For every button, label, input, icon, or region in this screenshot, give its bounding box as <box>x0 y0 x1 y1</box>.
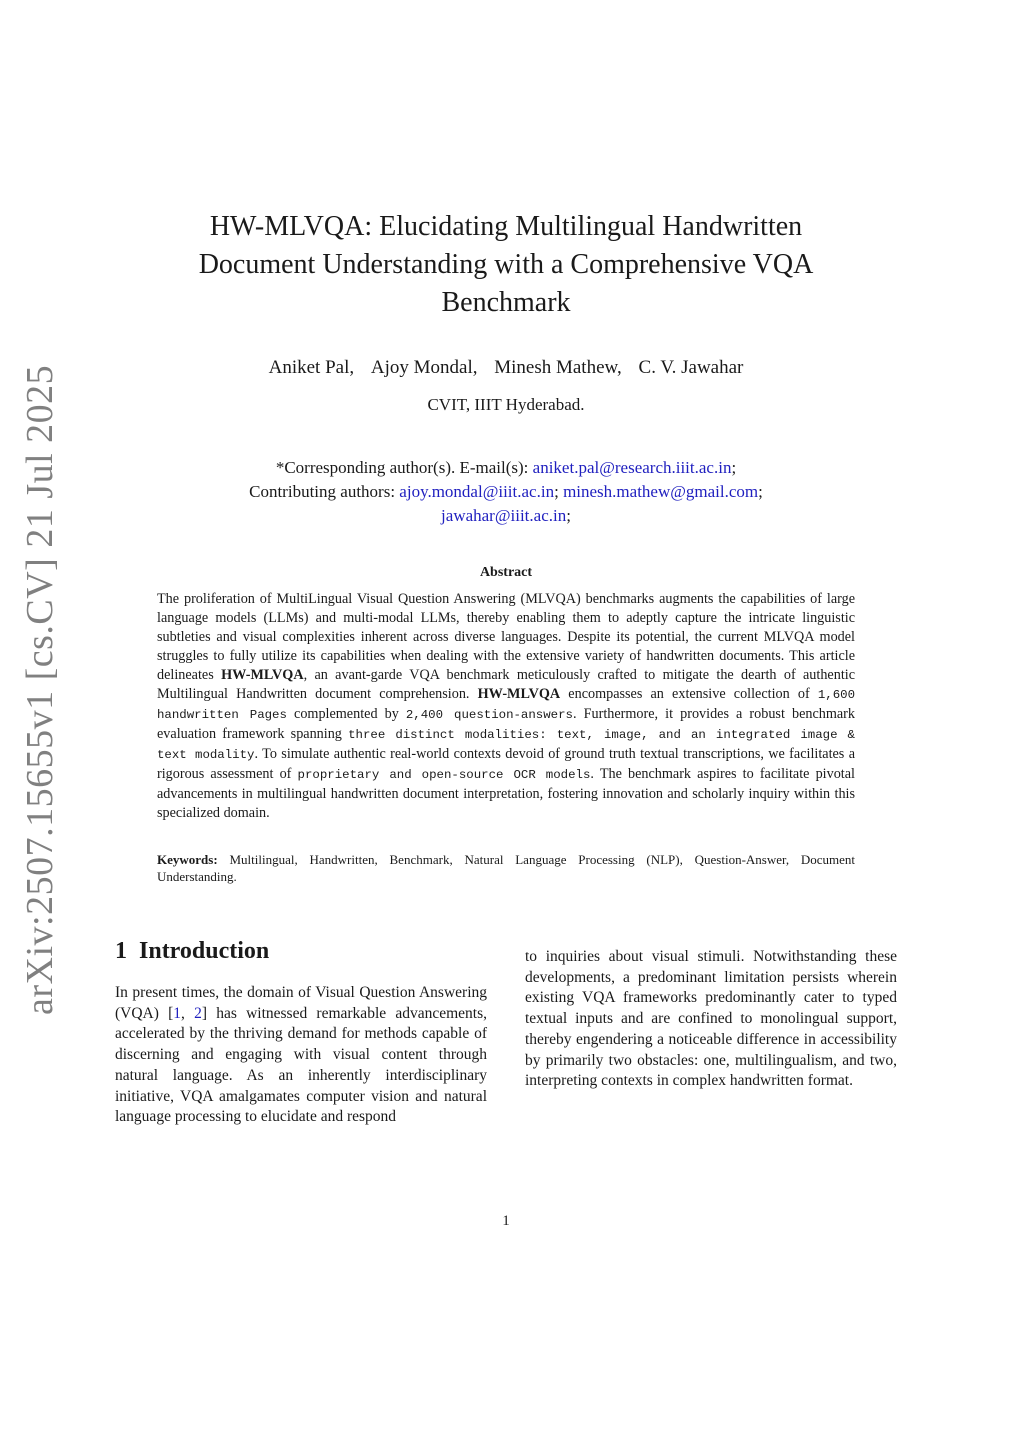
author-name: C. V. Jawahar <box>638 357 744 378</box>
corresponding-author-line <box>140 456 872 480</box>
abstract-heading: Abstract <box>479 565 533 580</box>
email-separator: ; <box>758 482 763 501</box>
author-name: Minesh Mathew, <box>494 357 622 378</box>
email-separator: ; <box>554 482 559 501</box>
citation-link[interactable]: 1 <box>173 1004 182 1022</box>
author-list <box>150 355 862 381</box>
affiliation: CVIT, IIIT Hyderabad. <box>427 395 585 414</box>
author-name: Ajoy Mondal, <box>370 357 478 378</box>
keywords <box>157 851 855 885</box>
body-column-left <box>115 983 487 1128</box>
contributing-label: Contributing authors: <box>249 482 396 501</box>
body-text: ] has witnessed remarkable advancements, accelerated by the thriving demand for methods capable of discerning and engaging with visual content through natural language. As an inherently interdisciplinary initiative, VQA amalgamates computer vision and natural language processing to elucidate and respond <box>115 1004 487 1126</box>
body-column-right: to inquiries about visual stimuli. Notwithstanding these developments, a predominant limitation persists wherein existing VQA frameworks predominantly cater to typed textual inputs and are confined to monolingual support, thereby engendering a noticeable difference in accessibility by primarily two obstacles: one, multilingualism, and two, interpreting contexts in complex handwritten format. <box>525 948 897 1090</box>
contributing-authors-line-2 <box>140 504 872 528</box>
keywords-text: Multilingual, Handwritten, Benchmark, Natural Language Processing (NLP), Question-Answer, Document Understanding. <box>157 852 855 884</box>
contributing-authors-line <box>140 480 872 504</box>
arxiv-identifier-stamp: arXiv:2507.15655v1 [cs.CV] 21 Jul 2025 <box>19 364 61 1015</box>
contributor-email-link[interactable]: ajoy.mondal@iiit.ac.in <box>399 482 555 501</box>
corresponding-label: *Corresponding author(s). E-mail(s): <box>275 458 529 477</box>
paper-title: HW-MLVQA: Elucidating Multilingual Handwritten Document Understanding with a Comprehensive VQA Benchmark <box>198 211 814 318</box>
author-contacts <box>140 456 872 528</box>
abstract-body <box>157 590 855 823</box>
abstract-highlight: 1,600 handwritten Pages <box>157 688 856 722</box>
benchmark-name: HW-MLVQA <box>221 667 304 683</box>
abstract-text: . The benchmark aspires to facilitate pivotal advancements in multilingual handwritten document interpretation, fostering innovation and scholarly inquiry within this specialized domain. <box>157 766 855 821</box>
body-text: In present times, the domain of Visual Question Answering (VQA) [ <box>115 984 487 1022</box>
author-name: Aniket Pal, <box>268 357 355 378</box>
corresponding-email-link[interactable]: aniket.pal@research.iiit.ac.in <box>532 458 732 477</box>
abstract-text: . Furthermore, it provides a robust benchmark evaluation framework spanning <box>157 706 855 742</box>
abstract-text: complemented by <box>294 706 399 722</box>
abstract-highlight: 2,400 question-answers <box>405 708 573 722</box>
citation-link[interactable]: 2 <box>194 1004 202 1022</box>
contributor-email-link[interactable]: minesh.mathew@gmail.com <box>563 482 759 501</box>
section-title: Introduction <box>139 938 270 964</box>
abstract-text: encompasses an extensive collection of <box>568 686 810 702</box>
contributor-email-link[interactable]: jawahar@iiit.ac.in <box>441 506 567 525</box>
page-number: 1 <box>502 1213 510 1229</box>
abstract-highlight: three distinct modalities: text, image, and an integrated image & text modality <box>157 728 855 762</box>
citation-separator: , <box>181 1004 195 1022</box>
benchmark-name: HW-MLVQA <box>477 686 561 702</box>
abstract-text: . To simulate authentic real-world contexts devoid of ground truth textual transcriptions, we facilitates a rigorous assessment of <box>157 746 855 782</box>
abstract-highlight: proprietary and open-source OCR models <box>297 768 591 782</box>
abstract-text: , an avant-garde VQA benchmark meticulously crafted to mitigate the dearth of authentic Multilingual Handwritten document comprehension. <box>157 667 855 702</box>
section-number: 1 <box>115 938 127 964</box>
keywords-label: Keywords: <box>157 852 218 867</box>
email-separator: ; <box>566 506 571 525</box>
email-separator: ; <box>731 458 737 477</box>
abstract-text: The proliferation of MultiLingual Visual Question Answering (MLVQA) benchmarks augments the capabilities of large language models (LLMs) and multi-modal LLMs, thereby enabling them to adeptly capture the intricate linguistic subtleties and visual complexities inherent across diverse languages. Despite its potential, the current MLVQA model struggles to fully utilize its capabilities when dealing with the extensive variety of handwritten documents. This article delineates <box>157 591 855 683</box>
section-heading-introduction <box>115 938 269 965</box>
